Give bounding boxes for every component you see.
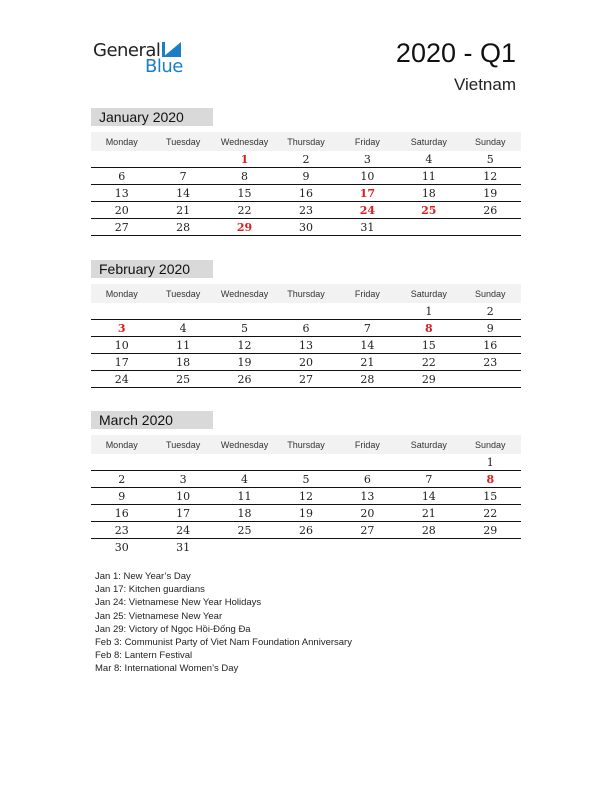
day-cell: 22 [214,202,275,219]
month-title: March 2020 [91,411,213,429]
page-title: 2020 - Q1 [395,38,516,68]
week-row [91,185,521,202]
day-cell: 17 [152,505,213,522]
day-cell [337,454,398,471]
day-cell: 5 [460,151,521,168]
holiday-item: Mar 8: International Women’s Day [95,663,239,675]
month-title: February 2020 [91,260,213,278]
day-cell: 4 [214,471,275,488]
day-cell: 6 [337,471,398,488]
day-cell [275,454,336,471]
month-march [91,411,521,555]
holiday-day-cell: 3 [91,320,152,337]
week-row [91,471,521,488]
holiday-item: Jan 17: Kitchen guardians [95,584,205,596]
holiday-item: Feb 3: Communist Party of Viet Nam Foundation Anniversary [95,637,352,649]
day-cell: 10 [152,488,213,505]
day-cell: 30 [275,219,336,236]
weekday-header-row [91,284,521,303]
day-cell: 5 [214,320,275,337]
day-cell: 6 [91,168,152,185]
day-cell [337,303,398,320]
week-row [91,454,521,471]
day-cell: 15 [214,185,275,202]
day-cell: 5 [275,471,336,488]
day-cell: 9 [91,488,152,505]
holiday-day-cell: 8 [398,320,459,337]
day-cell: 10 [337,168,398,185]
day-cell [398,539,459,556]
holiday-day-cell: 17 [337,185,398,202]
holiday-day-cell: 24 [337,202,398,219]
day-cell: 7 [337,320,398,337]
day-cell: 11 [152,337,213,354]
logo-text-blue: Blue [145,56,183,77]
weekday-header: Friday [337,435,398,454]
weekday-header: Saturday [398,132,459,151]
day-cell [214,303,275,320]
day-cell: 9 [460,320,521,337]
week-row [91,522,521,539]
day-cell: 31 [337,219,398,236]
week-row [91,488,521,505]
holiday-day-cell: 1 [214,151,275,168]
day-cell [337,539,398,556]
day-cell: 16 [275,185,336,202]
day-cell: 9 [275,168,336,185]
day-cell: 15 [398,337,459,354]
day-cell [152,303,213,320]
day-cell [91,454,152,471]
weekday-header: Tuesday [152,435,213,454]
weekday-header: Wednesday [214,284,275,303]
day-cell [398,219,459,236]
day-cell: 7 [152,168,213,185]
calendar-grid [91,435,521,555]
day-cell: 12 [214,337,275,354]
day-cell: 4 [152,320,213,337]
weekday-header: Monday [91,132,152,151]
day-cell: 27 [337,522,398,539]
calendar-grid [91,132,521,236]
weekday-header: Thursday [275,132,336,151]
weekday-header: Sunday [460,284,521,303]
week-row [91,320,521,337]
day-cell [398,454,459,471]
holiday-item: Feb 8: Lantern Festival [95,650,193,662]
day-cell [275,303,336,320]
day-cell [152,454,213,471]
weekday-header: Thursday [275,435,336,454]
day-cell: 18 [214,505,275,522]
day-cell: 16 [460,337,521,354]
day-cell: 2 [275,151,336,168]
weekday-header: Saturday [398,435,459,454]
day-cell: 29 [460,522,521,539]
day-cell: 10 [91,337,152,354]
day-cell: 26 [275,522,336,539]
day-cell: 28 [398,522,459,539]
day-cell: 19 [460,185,521,202]
day-cell [91,151,152,168]
logo-triangle-icon [163,42,181,57]
day-cell: 30 [114,540,129,554]
generalblue-logo [93,40,193,80]
day-cell: 21 [152,202,213,219]
day-cell: 29 [398,371,459,388]
day-cell: 21 [398,505,459,522]
holiday-item: Jan 24: Vietnamese New Year Holidays [95,597,262,609]
holiday-day-cell: 29 [214,219,275,236]
weekday-header: Sunday [460,132,521,151]
day-cell: 11 [398,168,459,185]
holiday-day-cell: 8 [460,471,521,488]
week-row [91,539,521,556]
day-cell: 27 [275,371,336,388]
week-row [91,202,521,219]
day-cell: 24 [152,522,213,539]
weekday-header: Friday [337,284,398,303]
week-row [91,151,521,168]
week-row [91,303,521,320]
day-cell: 4 [398,151,459,168]
holiday-list [95,570,352,676]
day-cell: 15 [460,488,521,505]
holiday-item: Jan 29: Victory of Ngọc Hồi-Đống Đa [95,623,251,635]
day-cell: 6 [275,320,336,337]
day-cell: 1 [398,303,459,320]
week-row [91,354,521,371]
day-cell [275,539,336,556]
week-row [91,168,521,185]
day-cell: 12 [275,488,336,505]
day-cell: 26 [214,371,275,388]
day-cell [460,539,521,556]
week-row [91,337,521,354]
day-cell: 26 [460,202,521,219]
day-cell [152,151,213,168]
day-cell: 23 [91,522,152,539]
day-cell: 21 [337,354,398,371]
weekday-header: Friday [337,132,398,151]
day-cell: 7 [398,471,459,488]
day-cell: 13 [337,488,398,505]
day-cell: 19 [214,354,275,371]
day-cell: 22 [460,505,521,522]
weekday-header: Thursday [275,284,336,303]
day-cell: 3 [337,151,398,168]
month-february [91,260,521,388]
weekday-header: Monday [91,435,152,454]
day-cell: 27 [91,219,152,236]
weekday-header-row [91,435,521,454]
day-cell: 14 [398,488,459,505]
week-row [91,371,521,388]
day-cell: 20 [337,505,398,522]
day-cell [460,219,521,236]
day-cell [460,371,521,388]
holiday-item: Jan 1: New Year’s Day [95,571,191,582]
calendar-grid [91,284,521,388]
day-cell: 17 [91,354,152,371]
logo-text-general: General [93,40,161,61]
day-cell: 19 [275,505,336,522]
day-cell: 2 [460,303,521,320]
day-cell: 14 [152,185,213,202]
day-cell: 14 [337,337,398,354]
day-cell: 20 [275,354,336,371]
day-cell: 28 [337,371,398,388]
day-cell: 20 [91,202,152,219]
day-cell [214,454,275,471]
weekday-header: Tuesday [152,132,213,151]
weekday-header: Tuesday [152,284,213,303]
day-cell [214,539,275,556]
day-cell: 23 [460,354,521,371]
weekday-header: Monday [91,284,152,303]
weekday-header: Wednesday [214,435,275,454]
day-cell [91,303,152,320]
day-cell: 18 [398,185,459,202]
day-cell: 16 [91,505,152,522]
day-cell: 28 [152,219,213,236]
day-cell: 3 [152,471,213,488]
month-title: January 2020 [91,108,213,126]
day-cell: 18 [152,354,213,371]
day-cell: 2 [91,471,152,488]
week-row [91,505,521,522]
day-cell: 23 [275,202,336,219]
day-cell: 1 [460,454,521,471]
holiday-day-cell: 25 [398,202,459,219]
day-cell: 8 [214,168,275,185]
day-cell: 13 [91,185,152,202]
day-cell: 24 [91,371,152,388]
month-january [91,108,521,236]
day-cell: 25 [214,522,275,539]
day-cell: 12 [460,168,521,185]
day-cell: 31 [176,540,191,554]
weekday-header: Wednesday [214,132,275,151]
day-cell: 25 [152,371,213,388]
weekday-header-row [91,132,521,151]
weekday-header: Saturday [398,284,459,303]
country-label: Vietnam [453,75,516,94]
day-cell: 11 [214,488,275,505]
weekday-header: Sunday [460,435,521,454]
day-cell: 22 [398,354,459,371]
day-cell: 13 [275,337,336,354]
week-row [91,219,521,236]
holiday-item: Jan 25: Vietnamese New Year [95,610,223,622]
